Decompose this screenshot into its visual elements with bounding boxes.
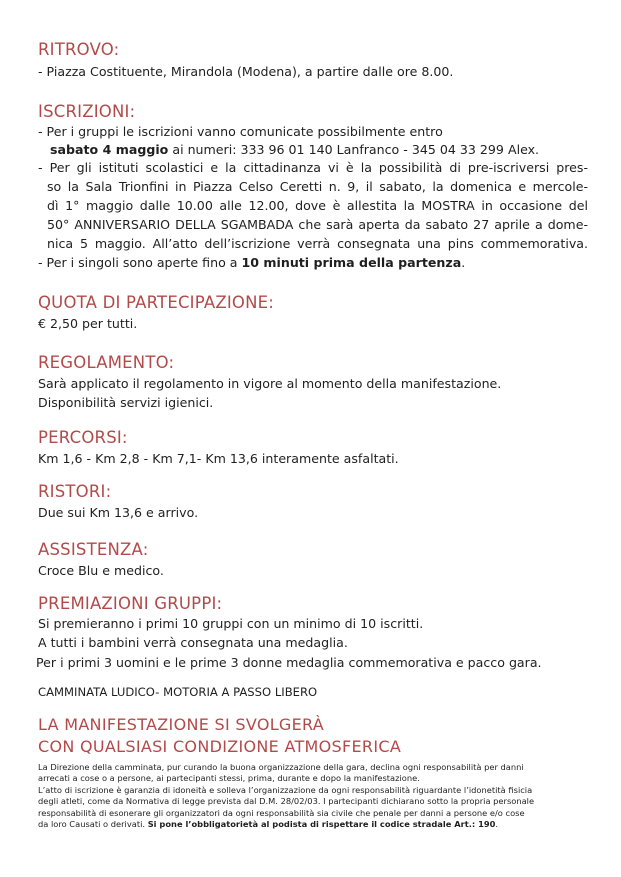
iscrizioni-singoli — [38, 253, 465, 272]
ritrovo-heading: RITROVO: — [38, 40, 120, 59]
iscrizioni-singoli-deadline: 10 minuti prima della partenza — [241, 255, 462, 270]
iscrizioni-scuole-line1: - Per gli istituti scolastici e la cittadinanza vi è la possibilità di pre-iscriversi pres- — [38, 160, 588, 175]
iscrizioni-scuole-line5: nica 5 maggio. All’atto dell’iscrizione verrà consegnata una pins commemorativa. — [47, 236, 588, 251]
iscrizioni-singoli-end: . — [461, 255, 466, 270]
quota-text: € 2,50 per tutti. — [38, 316, 138, 331]
regolamento-line2: Disponibilità servizi igienici. — [38, 395, 214, 410]
premiazioni-line2: A tutti i bambini verrà consegnata una medaglia. — [38, 635, 348, 650]
disclaimer-road-rule: Si pone l’obbligatorietà al podista di rispettare il codice stradale Art.: 190 — [147, 819, 496, 829]
disclaimer-line4: degli atleti, come da Normativa di legge prevista dal D.M. 28/02/03. I partecipanti dichiarano sotto la propria personale — [38, 796, 535, 806]
announcement-line2: CON QUALSIASI CONDIZIONE ATMOSFERICA — [38, 737, 402, 756]
iscrizioni-gruppi-line2 — [50, 140, 539, 159]
iscrizioni-singoli-text: - Per i singoli sono aperte fino a — [38, 255, 242, 270]
disclaimer-line5: responsabilità di esonerare gli organizzatori da ogni responsabilità sia civile che penale per danni a persone e/o cose — [38, 808, 525, 818]
premiazioni-line1: Si premieranno i primi 10 gruppi con un minimo di 10 iscritti. — [38, 616, 424, 631]
premiazioni-line3: Per i primi 3 uomini e le prime 3 donne medaglia commemorativa e pacco gara. — [36, 655, 542, 670]
camminata-label: CAMMINATA LUDICO- MOTORIA A PASSO LIBERO — [38, 685, 318, 699]
quota-heading: QUOTA DI PARTECIPAZIONE: — [38, 293, 275, 312]
assistenza-heading: ASSISTENZA: — [38, 540, 149, 559]
iscrizioni-deadline: sabato 4 maggio — [50, 142, 169, 157]
assistenza-text: Croce Blu e medico. — [38, 563, 164, 578]
regolamento-line1: Sarà applicato il regolamento in vigore al momento della manifestazione. — [38, 376, 502, 391]
disclaimer-line6-end: . — [495, 819, 499, 829]
ristori-heading: RISTORI: — [38, 482, 112, 501]
iscrizioni-scuole-line3: dì 1° maggio dalle 10.00 alle 12.00, dove è allestita la MOSTRA in occasione del — [47, 198, 588, 213]
regolamento-heading: REGOLAMENTO: — [38, 353, 175, 372]
iscrizioni-heading: ISCRIZIONI: — [38, 102, 136, 121]
iscrizioni-phone-numbers: ai numeri: 333 96 01 140 Lanfranco - 345 04 33 299 Alex. — [168, 142, 540, 157]
disclaimer-line6-text: da loro Causati o derivati. — [38, 819, 148, 829]
percorsi-heading: PERCORSI: — [38, 428, 128, 447]
disclaimer-line3: L’atto di iscrizione è garanzia di idoneità e solleva l’organizzazione da ogni responsabilità riguardante l’idonetità fisicia — [38, 785, 533, 795]
disclaimer-line1: La Direzione della camminata, pur curando la buona organizzazione della gara, declina ogni responsabilità per danni — [38, 762, 524, 772]
disclaimer-line2: arrecati a cose o a persone, ai partecipanti stessi, prima, durante e dopo la manifestazione. — [38, 773, 420, 783]
disclaimer-line6 — [38, 819, 586, 830]
premiazioni-heading: PREMIAZIONI GRUPPI: — [38, 594, 223, 613]
percorsi-text: Km 1,6 - Km 2,8 - Km 7,1- Km 13,6 interamente asfaltati. — [38, 451, 399, 466]
iscrizioni-gruppi-line1: - Per i gruppi le iscrizioni vanno comunicate possibilmente entro — [38, 124, 443, 139]
announcement-line1: LA MANIFESTAZIONE SI SVOLGERÀ — [38, 715, 325, 734]
ritrovo-text: - Piazza Costituente, Mirandola (Modena), a partire dalle ore 8.00. — [38, 64, 454, 79]
iscrizioni-scuole-line2: so la Sala Trionfini in Piazza Celso Ceretti n. 9, il sabato, la domenica e mercole- — [47, 179, 588, 194]
iscrizioni-scuole-line4: 50° ANNIVERSARIO DELLA SGAMBADA che sarà aperta da sabato 27 aprile a dome- — [47, 217, 588, 232]
ristori-text: Due sui Km 13,6 e arrivo. — [38, 505, 199, 520]
